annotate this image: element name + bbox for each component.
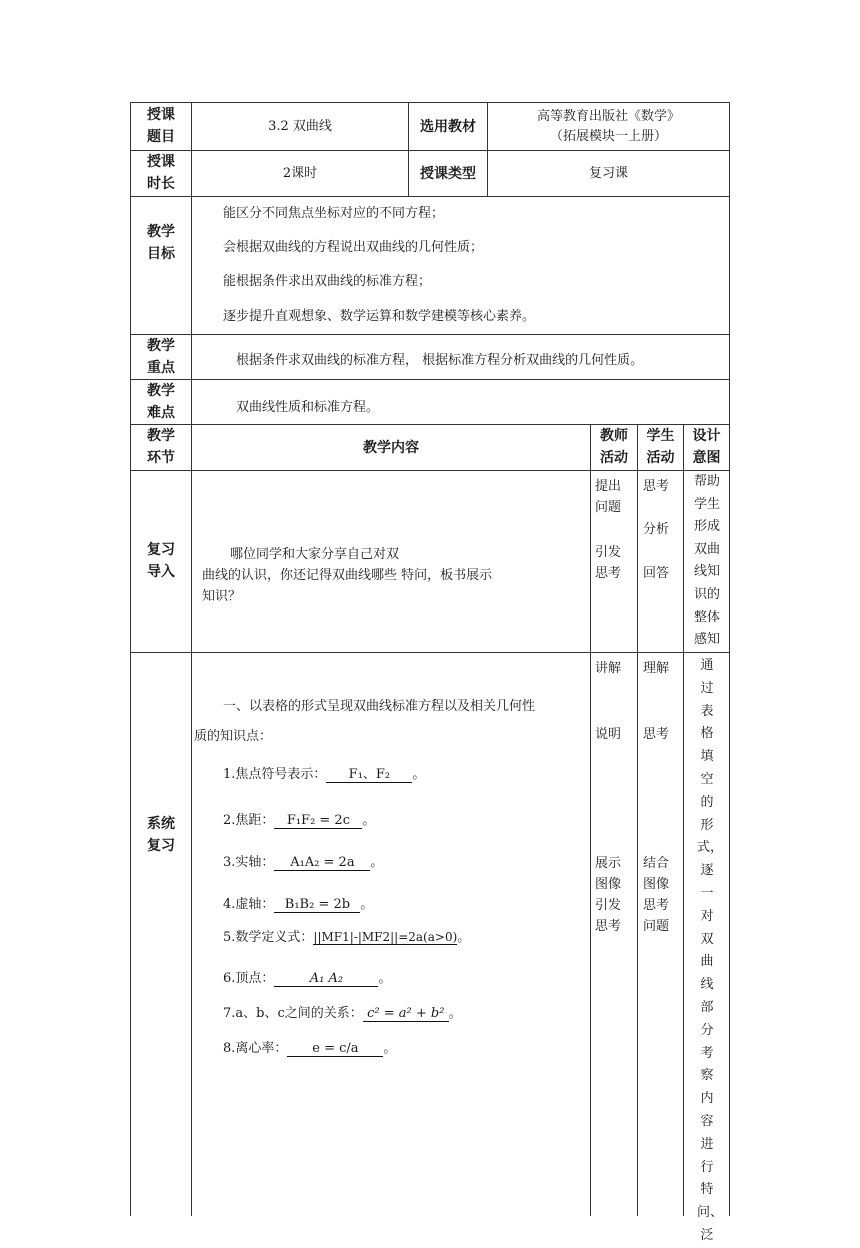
label-line1: 教学 bbox=[147, 224, 175, 240]
item-answer: c² = a² + b² bbox=[363, 1006, 449, 1022]
teacher-activity: 说明 bbox=[595, 727, 622, 742]
cell-type bbox=[487, 150, 730, 196]
intent-text: 帮助学生形成双曲线知识的整体感知 bbox=[693, 474, 720, 648]
objective-item: 逐步提升直观想象、数学运算和数学建模等核心素养。 bbox=[223, 309, 536, 324]
cell-keypoints-label bbox=[130, 334, 191, 379]
teacher-activity: 图像 bbox=[595, 877, 622, 892]
label-line2: 目标 bbox=[147, 246, 175, 262]
content-header: 教学内容 bbox=[363, 440, 419, 456]
end-mark: 。 bbox=[457, 930, 471, 945]
label-line1: 学生 bbox=[646, 428, 675, 444]
cell-textbook bbox=[487, 102, 730, 150]
textbook-line2: （拓展模块一上册） bbox=[549, 129, 667, 144]
item-label: 5.数学定义式： bbox=[223, 930, 314, 945]
student-activity: 分析 bbox=[643, 522, 670, 537]
item-label: 7.a、b、c之间的关系： bbox=[223, 1006, 363, 1021]
label-line2: 导入 bbox=[147, 564, 175, 580]
item-answer: F₁F₂ = 2c bbox=[274, 813, 362, 829]
item-answer: F₁、F₂ bbox=[326, 763, 412, 783]
cell-system-review-intent bbox=[683, 652, 730, 1243]
label-line1: 教学 bbox=[147, 428, 175, 444]
cell-objectives bbox=[191, 196, 730, 334]
review-intro-line: 质的知识点： bbox=[194, 729, 273, 744]
student-activity: 回答 bbox=[643, 566, 670, 581]
item-label: 2.焦距： bbox=[223, 813, 275, 828]
cell-duration-label bbox=[130, 150, 191, 196]
intent-text: 通过表格填空的形式，逐一对双曲线部分考察内容进行特问、泛 bbox=[697, 658, 724, 1243]
duration-value: 2课时 bbox=[282, 166, 318, 181]
label-line2: 重点 bbox=[147, 360, 175, 376]
item-answer: ||MF1|-|MF2||=2a(a>0) bbox=[313, 930, 458, 944]
cell-review-intro-intent bbox=[683, 470, 730, 652]
teacher-activity: 问题 bbox=[595, 500, 622, 515]
label-line2: 题目 bbox=[147, 129, 175, 145]
cell-review-intro-teacher bbox=[590, 470, 637, 652]
cell-textbook-label bbox=[408, 102, 487, 150]
teacher-activity: 引发 bbox=[595, 898, 622, 913]
label-line1: 教学 bbox=[147, 338, 175, 354]
student-activity: 图像 bbox=[643, 877, 670, 892]
cell-difficulties bbox=[191, 379, 730, 424]
label-line1: 教师 bbox=[600, 428, 628, 444]
header-intent bbox=[683, 424, 730, 470]
header-section bbox=[130, 424, 191, 470]
textbook-label: 选用教材 bbox=[420, 119, 476, 135]
review-item-1 bbox=[223, 763, 425, 783]
cell-system-review-teacher bbox=[590, 652, 637, 1216]
item-answer: A₁ A₂ bbox=[274, 971, 378, 987]
label-line2: 复习 bbox=[147, 838, 175, 854]
end-mark: 。 bbox=[412, 767, 426, 782]
item-label: 4.虚轴： bbox=[223, 897, 275, 912]
label-line1: 系统 bbox=[147, 816, 175, 832]
topic-value: 3.2 双曲线 bbox=[268, 119, 332, 134]
label-line1: 设计 bbox=[692, 428, 721, 444]
intro-text-line: 知识？ bbox=[202, 589, 242, 604]
label-line1: 复习 bbox=[147, 542, 175, 558]
cell-topic-label bbox=[130, 102, 191, 150]
type-label: 授课类型 bbox=[420, 166, 476, 182]
student-activity: 思考 bbox=[643, 727, 670, 742]
label-line2: 环节 bbox=[147, 450, 175, 466]
student-activity: 理解 bbox=[643, 661, 670, 676]
intro-text-line: 哪位同学和大家分享自己对双 bbox=[230, 547, 400, 562]
cell-review-intro-student bbox=[637, 470, 683, 652]
end-mark: 。 bbox=[378, 971, 392, 986]
end-mark: 。 bbox=[370, 855, 384, 870]
student-activity: 结合 bbox=[643, 856, 670, 871]
teacher-activity: 引发 bbox=[595, 545, 622, 560]
teacher-activity: 提出 bbox=[595, 479, 622, 494]
review-item-8 bbox=[223, 1037, 396, 1057]
label-line1: 授课 bbox=[147, 154, 175, 170]
cell-topic bbox=[191, 102, 408, 150]
teacher-activity: 思考 bbox=[595, 919, 622, 934]
end-mark: 。 bbox=[448, 1006, 462, 1021]
review-item-5 bbox=[223, 926, 470, 945]
label-line2: 意图 bbox=[692, 450, 721, 466]
intro-text-line: 曲线的认识，你还记得双曲线哪些 特问，板书展示 bbox=[202, 568, 493, 583]
cell-system-review-content bbox=[191, 652, 590, 1216]
textbook-line1: 高等教育出版社《数学》 bbox=[536, 109, 680, 124]
teacher-activity: 展示 bbox=[595, 856, 622, 871]
difficulties-text: 双曲线性质和标准方程。 bbox=[236, 400, 380, 415]
end-mark: 。 bbox=[360, 897, 374, 912]
type-value: 复习课 bbox=[588, 166, 628, 181]
label-line2: 时长 bbox=[147, 176, 175, 192]
item-answer: e = c/a bbox=[287, 1041, 383, 1057]
student-activity: 思考 bbox=[643, 898, 670, 913]
item-answer: A₁A₂ = 2a bbox=[274, 855, 370, 871]
student-activity: 思考 bbox=[643, 479, 670, 494]
label-line2: 活动 bbox=[600, 450, 628, 466]
review-item-2 bbox=[223, 809, 375, 829]
label-line2: 活动 bbox=[646, 450, 675, 466]
review-intro-line: 一、以表格的形式呈现双曲线标准方程以及相关几何性 bbox=[223, 699, 536, 714]
keypoints-text: 根据条件求双曲线的标准方程， 根据标准方程分析双曲线的几何性质。 bbox=[236, 353, 644, 368]
item-label: 8.离心率： bbox=[223, 1041, 288, 1056]
end-mark: 。 bbox=[383, 1041, 397, 1056]
cell-system-review-label bbox=[130, 652, 191, 1216]
label-line1: 教学 bbox=[147, 383, 175, 399]
header-content bbox=[191, 424, 590, 470]
review-item-4 bbox=[223, 893, 373, 913]
objective-item: 能区分不同焦点坐标对应的不同方程； bbox=[223, 206, 445, 221]
cell-system-review-student bbox=[637, 652, 683, 1216]
item-label: 3.实轴： bbox=[223, 855, 275, 870]
objective-item: 会根据双曲线的方程说出双曲线的几何性质； bbox=[223, 240, 484, 255]
review-item-6 bbox=[223, 967, 391, 987]
item-answer: B₁B₂ = 2b bbox=[274, 897, 360, 913]
header-teacher bbox=[590, 424, 637, 470]
objective-item: 能根据条件求出双曲线的标准方程； bbox=[223, 274, 432, 289]
cell-type-label bbox=[408, 150, 487, 196]
cell-review-intro-label bbox=[130, 470, 191, 652]
item-label: 6.顶点： bbox=[223, 971, 275, 986]
cell-keypoints bbox=[191, 334, 730, 379]
cell-review-intro-content bbox=[191, 470, 590, 652]
cell-duration bbox=[191, 150, 408, 196]
header-student bbox=[637, 424, 683, 470]
item-label: 1.焦点符号表示： bbox=[223, 767, 327, 782]
cell-difficulties-label bbox=[130, 379, 191, 424]
label-line1: 授课 bbox=[147, 107, 175, 123]
review-item-7 bbox=[223, 1002, 462, 1022]
cell-objectives-label bbox=[130, 196, 191, 334]
end-mark: 。 bbox=[362, 813, 376, 828]
teacher-activity: 思考 bbox=[595, 566, 622, 581]
student-activity: 问题 bbox=[643, 919, 670, 934]
review-item-3 bbox=[223, 851, 383, 871]
teacher-activity: 讲解 bbox=[595, 661, 622, 676]
label-line2: 难点 bbox=[147, 405, 175, 421]
